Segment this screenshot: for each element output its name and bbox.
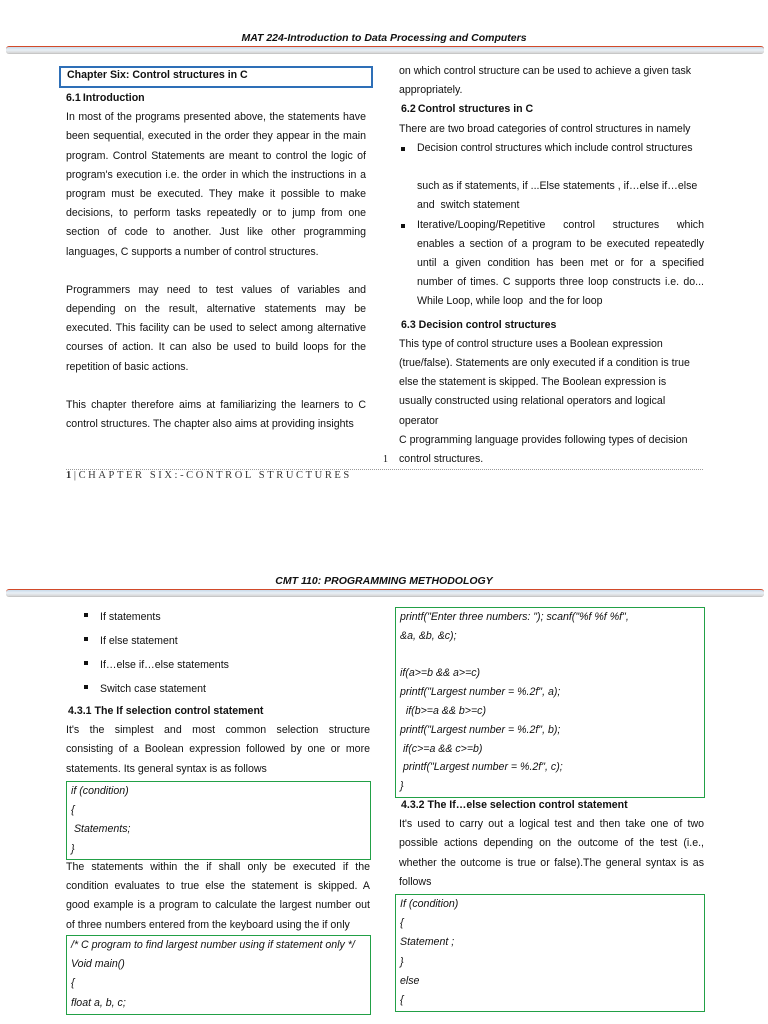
- if-line: consisting of a Boolean expression followed by one or more: [66, 743, 370, 756]
- iterative-line: Iterative/Looping/Repetitive control structures which: [417, 218, 704, 231]
- programmers-line: repetition of basic actions.: [66, 360, 189, 373]
- if-type-item: If…else if…else statements: [82, 653, 370, 677]
- ifelse-line: It's used to carry out a logical test and then take one of two: [399, 818, 704, 831]
- if-type-item: If statements: [82, 605, 370, 629]
- if-types-list: [66, 605, 370, 701]
- decision-line: such as if statements, if ...Else statements , if…else if…else: [417, 180, 698, 193]
- if-line: statements. Its general syntax is as follows: [66, 762, 267, 775]
- iterative-line: number of times. C supports three loop constructs i.e. do...: [417, 276, 704, 289]
- intro-line: decisions, to perform tasks repeatedly or to jump from one: [66, 207, 366, 220]
- after-if-line: The statements within the if shall only be executed if the: [66, 861, 370, 873]
- programmers-line: Programmers may need to test values of variables and: [66, 283, 366, 296]
- chapter-aims-line: control structures. The chapter also aims at providing insights: [66, 418, 354, 431]
- largest-number-code-box: [395, 607, 705, 798]
- dc-line: control structures.: [399, 453, 484, 466]
- if-syntax-line: {: [71, 804, 75, 817]
- intro-line: program's execution i.e. the order in which the instructions in a: [66, 168, 366, 181]
- intro-line: section of code to another. Just like other programming: [66, 226, 366, 239]
- programmers-line: executed. This facility can be used to select among alternative: [66, 322, 366, 335]
- if-syntax-line: }: [71, 842, 75, 855]
- ifelse-syntax-box: [395, 894, 705, 1012]
- intro-line: In most of the programs presented above, the statements have: [66, 111, 366, 124]
- page1-left-column: [66, 89, 366, 434]
- cs-bullet-decision: [399, 139, 704, 216]
- page2-right-column: [399, 796, 704, 892]
- intro-line: languages, C supports a number of control structures.: [66, 245, 319, 258]
- if-heading: 4.3.1 The If selection control statement: [68, 705, 264, 717]
- ifelse-syntax-line: Statement ;: [400, 936, 455, 949]
- program-line: /* C program to find largest number using if statement only */: [71, 939, 355, 951]
- code-line: printf("Largest number = %.2f", b);: [400, 723, 561, 736]
- ifelse-line: whether the outcome is true or false).The general syntax is as: [399, 856, 704, 869]
- dc-line: C programming language provides following types of decision: [399, 433, 688, 446]
- code-line: }: [400, 780, 404, 793]
- dc-line: This type of control structure uses a Boolean expression: [399, 337, 663, 350]
- if-syntax-line: if (condition): [71, 785, 129, 797]
- intro-paragraph: [66, 108, 366, 262]
- page2-header: CMT 110: PROGRAMMING METHODOLOGY: [275, 575, 493, 587]
- if-line: It's the simplest and most common selection structure: [66, 724, 370, 737]
- after-if-paragraph: [66, 858, 370, 935]
- code-line: printf("Enter three numbers: "); scanf("%f %f %f",: [400, 611, 629, 623]
- code-line: printf("Largest number = %.2f", c);: [400, 761, 563, 774]
- page1-header-rule: [6, 46, 764, 53]
- insights-continuation: [399, 62, 704, 100]
- iterative-line: While Loop, while loop and the for loop: [417, 295, 603, 308]
- if-paragraph: [66, 721, 370, 779]
- cs-heading: 6.2 Control structures in C: [401, 103, 534, 116]
- insights-line: appropriately.: [399, 84, 463, 97]
- if-type-item: Switch case statement: [82, 677, 370, 701]
- after-if-line: good example is a program to calculate the largest number out: [66, 899, 370, 912]
- ifelse-syntax-line: {: [400, 917, 404, 930]
- dc-paragraph: [399, 335, 704, 469]
- chapter-aims-paragraph: [66, 396, 366, 434]
- ifelse-line: follows: [399, 875, 432, 888]
- program-line: Void main(): [71, 958, 125, 971]
- page1-header: MAT 224-Introduction to Data Processing and Computers: [241, 32, 527, 44]
- chapter-title-box: [59, 66, 373, 88]
- ifelse-heading: 4.3.2 The If…else selection control statement: [401, 799, 628, 811]
- page1-right-column: [399, 62, 704, 469]
- ifelse-line: possible actions depending on the outcome of the test (i.e.,: [399, 837, 704, 850]
- page2-left-column: [66, 702, 370, 779]
- after-if-line: of three numbers entered from the keyboard using the if only: [66, 918, 350, 931]
- cs-bullet-iterative: [399, 216, 704, 312]
- if-syntax-line: Statements;: [71, 823, 131, 836]
- page-number: 1: [383, 454, 388, 465]
- page2-header-rule: [6, 589, 764, 596]
- decision-line: [417, 158, 704, 177]
- program-code-box: [66, 935, 371, 1015]
- iterative-line: until a given condition has been met or for a specified: [417, 257, 704, 270]
- page1-footer: [66, 470, 352, 481]
- chapter-aims-line: This chapter therefore aims at familiarizing the learners to C: [66, 398, 366, 411]
- programmers-line: depending on the result, alternative statements may be: [66, 303, 366, 316]
- code-line: if(b>=a && b>=c): [400, 704, 486, 717]
- code-line: if(c>=a && c>=b): [400, 742, 483, 755]
- footer-chapter-label: CHAPTER SIX:-CONTROL STRUCTURES: [78, 470, 352, 481]
- code-line: if(a>=b && a>=c): [400, 667, 481, 680]
- page2-left-list: [66, 605, 370, 701]
- code-line: [400, 646, 700, 665]
- dc-heading: 6.3 Decision control structures: [401, 318, 557, 331]
- intro-line: been sequential, executed in the order they appear in the main: [66, 130, 366, 143]
- chapter-title: Chapter Six: Control structures in C: [67, 69, 248, 81]
- dc-line: else the statement is skipped. The Boolean expression is: [399, 376, 667, 389]
- cs-intro: There are two broad categories of control structures in namely: [399, 122, 691, 135]
- ifelse-syntax-line: else: [400, 974, 420, 987]
- ifelse-paragraph: [399, 815, 704, 892]
- dc-line: usually constructed using relational operators and logical: [399, 395, 666, 408]
- intro-line: program must be executed. They make it possible to make: [66, 188, 366, 201]
- ifelse-syntax-line: If (condition): [400, 898, 459, 910]
- dc-line: (true/false). Statements are only executed if a condition is true: [399, 357, 690, 370]
- decision-line: and switch statement: [417, 199, 520, 212]
- code-line: printf("Largest number = %.2f", a);: [400, 686, 561, 699]
- programmers-line: courses of action. It can also be used to build loops for the: [66, 341, 366, 354]
- code-line: &a, &b, &c);: [400, 629, 457, 642]
- ifelse-syntax-line: {: [400, 994, 404, 1007]
- decision-line: Decision control structures which include control structures: [417, 141, 693, 154]
- ifelse-syntax-line: }: [400, 955, 404, 968]
- intro-heading: 6.1 Introduction: [66, 92, 145, 104]
- if-syntax-box: [66, 781, 371, 860]
- footer-page-number: 1: [66, 470, 74, 481]
- footer-separator: |: [73, 470, 79, 481]
- if-type-item: If else statement: [82, 629, 370, 653]
- insights-line: on which control structure can be used to achieve a given task: [399, 65, 692, 77]
- iterative-line: enables a section of a program to be executed repeatedly: [417, 237, 704, 250]
- intro-line: program. Control Statements are meant to control the logic of: [66, 149, 366, 162]
- program-line: float a, b, c;: [71, 996, 126, 1009]
- dc-line: operator: [399, 414, 439, 427]
- cs-categories-list: [399, 139, 704, 312]
- program-line: {: [71, 977, 75, 990]
- programmers-paragraph: [66, 281, 366, 377]
- after-if-line: condition evaluates to true else the statement is skipped. A: [66, 880, 370, 893]
